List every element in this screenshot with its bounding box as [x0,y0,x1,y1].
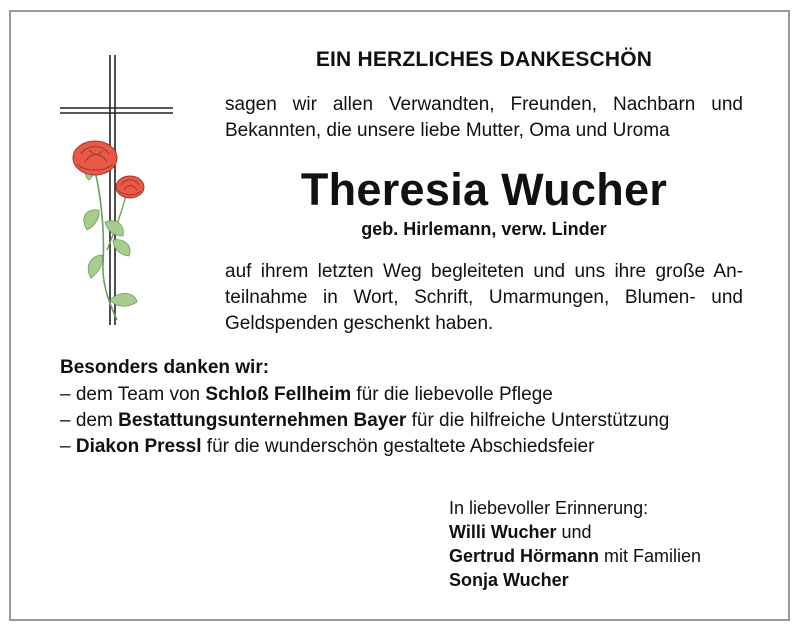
intro-text: sagen wir allen Verwandten, Freunden, Nachbarn und Bekannten, die unsere liebe Mutter, Oma und Uroma [225,94,743,141]
closing-line: teilnahme in Wort, Schrift, Umarmungen, Blumen- und [225,287,743,308]
signoff [449,496,701,592]
signoff-intro: In liebevoller Erinnerung: [449,498,649,518]
signoff-name: Willi Wucher [449,522,557,542]
thanks-heading: Besonders danken wir: [60,357,270,378]
thanks-item-prefix: – dem Team von [60,384,206,405]
thanks-item-name: Schloß Fellheim [205,384,352,405]
signoff-line [449,544,701,568]
closing-line: Geldspenden geschenkt haben. [225,313,494,334]
maiden-name-note: geb. Hirlemann, verw. Linder [361,219,607,239]
thanks-item [60,382,669,408]
closing-text [225,259,743,337]
signoff-suffix: mit Familien [599,546,702,566]
thanks-list [60,382,669,460]
signoff-line [449,520,701,544]
signoff-suffix: und [556,522,592,542]
thanks-item-suffix: für die liebevolle Pflege [351,384,553,405]
thanks-item [60,408,669,434]
signoff-line [449,568,701,592]
thanks-item-prefix: – [60,436,76,457]
thanks-item-suffix: für die hilfreiche Unterstützung [406,410,670,431]
cross-with-roses-icon [55,50,180,330]
signoff-name: Sonja Wucher [449,570,569,590]
deceased-name: Theresia Wucher [300,164,668,215]
thanks-item-prefix: – dem [60,410,119,431]
thanks-item-name: Bestattungsunternehmen Bayer [118,410,407,431]
thanks-item-suffix: für die wunderschön gestaltete Abschiedsfeier [201,436,595,457]
closing-line: auf ihrem letzten Weg begleiteten und uns ihre große An- [225,261,743,282]
signoff-name: Gertrud Hörmann [449,546,600,566]
thanks-item [60,434,669,460]
notice-heading: EIN HERZLICHES DANKESCHÖN [315,48,653,71]
thanks-item-name: Diakon Pressl [75,436,202,457]
